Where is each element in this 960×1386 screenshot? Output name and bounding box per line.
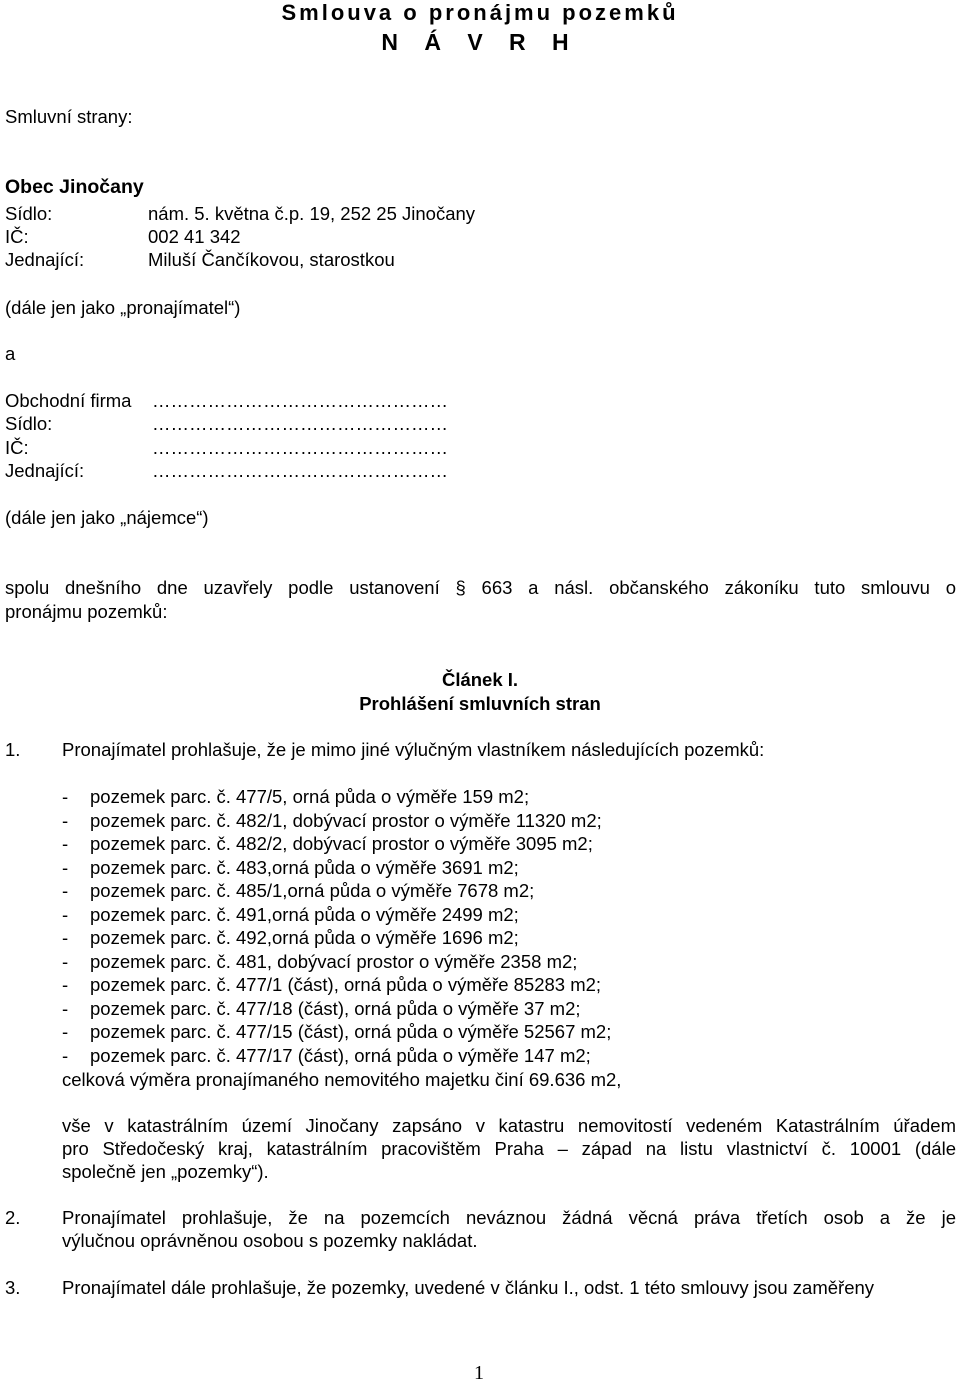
total-area: celková výměra pronajímaného nemovitého majetku činí 69.636 m2, [62,1069,622,1090]
parcel-item-text: pozemek parc. č. 485/1,orná půda o výměře 7678 m2; [90,880,535,901]
and-connector: a [5,343,16,364]
draft-label: N Á V R H [381,29,579,55]
landlord-id-value: 002 41 342 [148,226,241,247]
list-item [0,973,960,997]
list-bullet-dash: - [62,927,69,948]
list-bullet-dash: - [62,786,69,807]
cadastre-line-2: pro Středočeský kraj, katastrálním pracovištěm Praha – západ na listu vlastnictví č. 10001 (dále [62,1138,956,1159]
tenant-firm-label: Obchodní firma [5,390,132,411]
parcel-item-text: pozemek parc. č. 477/15 (část), orná půda o výměře 52567 m2; [90,1021,612,1042]
tenant-rep-placeholder: ………………………………………… [152,460,448,481]
parcel-item-text: pozemek parc. č. 477/1 (část), orná půda o výměře 85283 m2; [90,974,602,995]
landlord-seat-value: nám. 5. května č.p. 19, 252 25 Jinočany [148,203,476,224]
article-number: Článek I. [441,669,519,690]
point-2-line-2: výlučnou oprávněnou osobou s pozemky nakládat. [62,1230,478,1251]
intro-line-2: pronájmu pozemků: [5,601,168,622]
tenant-id-placeholder: ………………………………………… [152,437,448,458]
landlord-id-label: IČ: [5,226,29,247]
tenant-seat-placeholder: ………………………………………… [152,413,448,434]
page-number: 1 [474,1362,484,1384]
list-bullet-dash: - [62,833,69,854]
cadastre-line-3: společně jen „pozemky“). [62,1161,269,1182]
list-bullet-dash: - [62,997,69,1019]
list-bullet-dash: - [62,1044,69,1066]
parcel-item-text: pozemek parc. č. 477/5, orná půda o výměře 159 m2; [90,786,530,807]
tenant-seat-label: Sídlo: [5,413,53,434]
list-item [0,1044,960,1068]
point-2-number: 2. [5,1207,21,1228]
list-item [0,926,960,950]
cadastre-line-1: vše v katastrálním území Jinočany zapsáno v katastru nemovitostí vedeném Katastrálním úřadem [62,1115,956,1136]
list-item [0,856,960,880]
landlord-seat-label: Sídlo: [5,203,53,224]
article-heading: Prohlášení smluvních stran [359,693,601,714]
list-bullet-dash: - [62,856,69,878]
point-3-number: 3. [5,1277,21,1298]
parcel-item-text: pozemek parc. č. 477/18 (část), orná půda o výměře 37 m2; [90,997,581,1019]
list-item [0,809,960,833]
parcel-item-text: pozemek parc. č. 492,orná půda o výměře 1696 m2; [90,927,519,948]
list-bullet-dash: - [62,880,69,901]
parties-label: Smluvní strany: [5,106,133,127]
point-1-text: Pronajímatel prohlašuje, že je mimo jiné výlučným vlastníkem následujících pozemků: [62,739,765,760]
list-item [0,1020,960,1044]
list-bullet-dash: - [62,809,69,831]
landlord-name: Obec Jinočany [5,176,144,198]
list-item [0,832,960,856]
list-item [0,785,960,809]
point-1-number: 1. [5,739,21,760]
parcel-item-text: pozemek parc. č. 482/1, dobývací prostor o výměře 11320 m2; [90,809,602,831]
list-item [0,879,960,903]
point-2-line-1: Pronajímatel prohlašuje, že na pozemcích neváznou žádná věcná práva třetích osob a že je [62,1207,956,1228]
document-title: Smlouva o pronájmu pozemků [281,0,679,25]
list-bullet-dash: - [62,903,69,925]
parcel-list [0,785,960,1067]
landlord-rep-value: Miluší Čančíkovou, starostkou [148,249,395,270]
intro-line-1: spolu dnešního dne uzavřely podle ustanovení § 663 a násl. občanského zákoníku tuto smlouvu o [5,577,956,598]
parcel-item-text: pozemek parc. č. 483,orná půda o výměře 3691 m2; [90,856,519,878]
list-bullet-dash: - [62,1021,69,1042]
tenant-alias: (dále jen jako „nájemce“) [5,507,209,528]
parcel-item-text: pozemek parc. č. 481, dobývací prostor o výměře 2358 m2; [90,950,578,972]
list-item [0,950,960,974]
tenant-id-label: IČ: [5,437,29,458]
list-item [0,997,960,1021]
point-3-text: Pronajímatel dále prohlašuje, že pozemky, uvedené v článku I., odst. 1 této smlouvy jsou zaměřeny [62,1277,875,1298]
list-bullet-dash: - [62,974,69,995]
parcel-item-text: pozemek parc. č. 477/17 (část), orná půda o výměře 147 m2; [90,1044,591,1066]
tenant-rep-label: Jednající: [5,460,85,481]
landlord-rep-label: Jednající: [5,249,85,270]
landlord-alias: (dále jen jako „pronajímatel“) [5,297,241,318]
tenant-firm-placeholder: ………………………………………… [152,390,448,411]
parcel-item-text: pozemek parc. č. 491,orná půda o výměře 2499 m2; [90,903,519,925]
list-bullet-dash: - [62,950,69,972]
list-item [0,903,960,927]
parcel-item-text: pozemek parc. č. 482/2, dobývací prostor o výměře 3095 m2; [90,833,593,854]
